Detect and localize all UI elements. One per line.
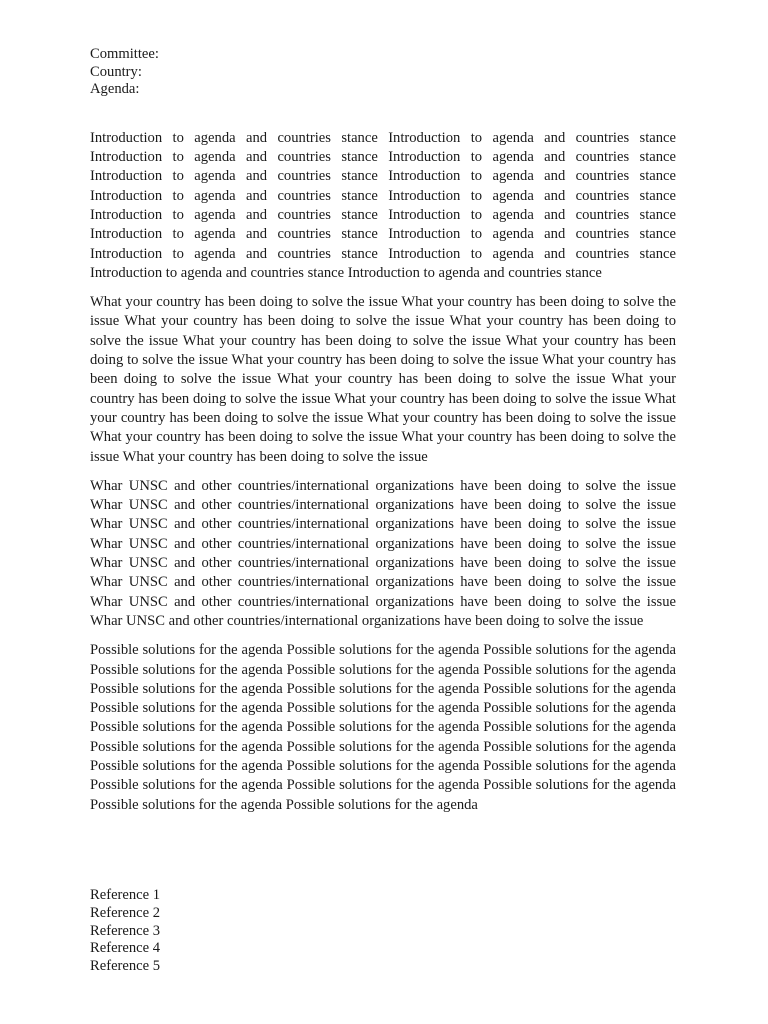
reference-item: Reference 1: [90, 887, 161, 903]
reference-item: Reference 5: [90, 958, 161, 975]
possible-solutions-paragraph: Possible solutions for the agenda Possible solutions for the agenda Possible solutions for the agenda Possible solutions for the agenda Possible solutions for the agenda Possible solutions for the agenda Possible solutions for the agenda Possible solutions for the agenda Possible solutions for the agenda Possible solutions for the agenda Possible solutions for the agenda Possible solutions for the agenda Possible solutions for the agenda Possible solutions for the agenda Possible solutions for the agenda Possible solutions for the agenda Possible solutions for the agenda Possible solutions for the agenda Possible solutions for the agenda Possible solutions for the agenda Possible solutions for the agenda Possible solutions for the agenda Possible solutions for the agenda Possible solutions for the agenda Possible solutions for the agenda Possible solutions for the agenda: [90, 642, 676, 813]
committee-label: Committee:: [90, 46, 159, 62]
international-actions-paragraph: Whar UNSC and other countries/international organizations have been doing to solve the issue Whar UNSC and other countries/international organizations have been doing to solve the issue Whar UNSC and other countries/international organizations have been doing to solve the issue Whar UNSC and other countries/international organizations have been doing to solve the issue Whar UNSC and other countries/international organizations have been doing to solve the issue Whar UNSC and other countries/international organizations have been doing to solve the issue Whar UNSC and other countries/international organizations have been doing to solve the issue Whar UNSC and other countries/international organizations have been doing to solve the issue: [90, 477, 676, 629]
document-page: [90, 46, 676, 825]
agenda-label: Agenda:: [90, 81, 140, 98]
country-actions-paragraph: What your country has been doing to solve the issue What your country has been doing to solve the issue What your country has been doing to solve the issue What your country has been doing to solve the issue What your country has been doing to solve the issue What your country has been doing to solve the issue What your country has been doing to solve the issue What your country has been doing to solve the issue What your country has been doing to solve the issue What your country has been doing to solve the issue What your country has been doing to solve the issue What your country has been doing to solve the issue What your country has been doing to solve the issue What your country has been doing to solve the issue What your country has been doing to solve the issue What your country has been doing to solve the issue: [90, 294, 676, 465]
reference-item: Reference 2: [90, 904, 161, 921]
references-list: [90, 887, 160, 976]
reference-item: Reference 3: [90, 922, 161, 939]
country-label: Country:: [90, 63, 142, 80]
introduction-paragraph: Introduction to agenda and countries stance Introduction to agenda and countries stance Introduction to agenda and countries stance Introduction to agenda and countries stance Introduction to agenda and countries stance Introduction to agenda and countries stance Introduction to agenda and countries stance Introduction to agenda and countries stance Introduction to agenda and countries stance Introduction to agenda and countries stance Introduction to agenda and countries stance Introduction to agenda and countries stance Introduction to agenda and countries stance Introduction to agenda and countries stance Introduction to agenda and countries stance Introduction to agenda and countries stance: [90, 129, 676, 281]
reference-item: Reference 4: [90, 940, 161, 957]
document-header: [90, 46, 676, 99]
